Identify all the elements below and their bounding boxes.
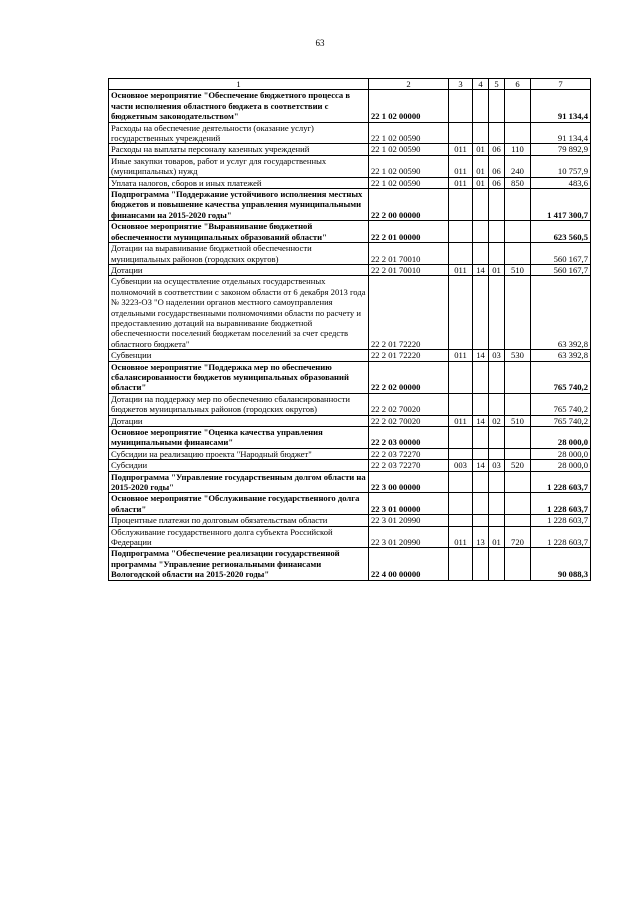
cell-c4: 01 [473, 177, 489, 188]
cell-c6 [505, 243, 531, 265]
cell-sum: 63 392,8 [531, 350, 591, 361]
cell-c3 [449, 448, 473, 459]
cell-name: Подпрограмма "Поддержание устойчивого исполнения местных бюджетов и повышение качества управления муниципальными финансами на 2015-2020 годы" [109, 189, 369, 221]
table-row [109, 393, 591, 415]
cell-name: Дотации [109, 415, 369, 426]
cell-sum: 765 740,2 [531, 361, 591, 393]
cell-c6 [505, 189, 531, 221]
cell-c4 [473, 189, 489, 221]
cell-c3 [449, 122, 473, 144]
cell-c4 [473, 427, 489, 449]
column-header: 5 [489, 79, 505, 90]
cell-c4: 01 [473, 144, 489, 155]
cell-name: Субсидии на реализацию проекта "Народный бюджет" [109, 448, 369, 459]
cell-code: 22 2 02 70020 [369, 393, 449, 415]
cell-c6: 850 [505, 177, 531, 188]
cell-code: 22 3 01 20990 [369, 526, 449, 548]
table-row [109, 155, 591, 177]
cell-c5 [489, 221, 505, 243]
cell-sum: 91 134,4 [531, 122, 591, 144]
table-header-row [109, 79, 591, 90]
cell-c5 [489, 471, 505, 493]
cell-code: 22 2 01 72220 [369, 276, 449, 350]
cell-c5 [489, 276, 505, 350]
cell-c3 [449, 427, 473, 449]
cell-code: 22 3 01 20990 [369, 515, 449, 526]
cell-sum: 28 000,0 [531, 427, 591, 449]
cell-c4 [473, 221, 489, 243]
cell-sum: 79 892,9 [531, 144, 591, 155]
cell-code: 22 2 03 00000 [369, 427, 449, 449]
table-row [109, 471, 591, 493]
cell-name: Дотации на выравнивание бюджетной обеспеченности муниципальных районов (городских округов) [109, 243, 369, 265]
cell-c4: 14 [473, 460, 489, 471]
cell-c6 [505, 427, 531, 449]
table-row [109, 122, 591, 144]
cell-name: Основное мероприятие "Выравнивание бюджетной обеспеченности муниципальных образований области" [109, 221, 369, 243]
cell-name: Основное мероприятие "Поддержка мер по обеспечению сбалансированности бюджетов муниципальных образований области" [109, 361, 369, 393]
table-body [109, 79, 591, 581]
column-header: 6 [505, 79, 531, 90]
cell-name: Расходы на обеспечение деятельности (оказание услуг) государственных учреждений [109, 122, 369, 144]
cell-c4: 13 [473, 526, 489, 548]
cell-c5 [489, 189, 505, 221]
cell-c5 [489, 393, 505, 415]
cell-code: 22 1 02 00590 [369, 122, 449, 144]
cell-sum: 765 740,2 [531, 415, 591, 426]
cell-sum: 1 417 300,7 [531, 189, 591, 221]
column-header: 3 [449, 79, 473, 90]
table-row [109, 144, 591, 155]
cell-name: Субвенции на осуществление отдельных государственных полномочий в соответствии с законом области от 6 декабря 2013 года № 3223-ОЗ "О наделении органов местного самоуправления отдельными государственными полномочиями области по расчету и предоставлению дотаций на выравнивание бюджетной обеспеченности поселений бюджетам поселений за счет средств областного бюджета" [109, 276, 369, 350]
cell-c3 [449, 361, 473, 393]
table-row [109, 177, 591, 188]
cell-c6: 240 [505, 155, 531, 177]
page-number: 63 [315, 38, 325, 48]
table-row [109, 415, 591, 426]
cell-code: 22 1 02 00000 [369, 90, 449, 122]
cell-code: 22 3 00 00000 [369, 471, 449, 493]
table-row [109, 493, 591, 515]
table-row [109, 276, 591, 350]
cell-c5: 03 [489, 460, 505, 471]
table-row [109, 427, 591, 449]
cell-code: 22 2 03 72270 [369, 460, 449, 471]
cell-c6 [505, 122, 531, 144]
table-row [109, 189, 591, 221]
table-row [109, 90, 591, 122]
cell-code: 22 4 00 00000 [369, 548, 449, 580]
cell-code: 22 1 02 00590 [369, 144, 449, 155]
cell-c5 [489, 243, 505, 265]
cell-c4 [473, 493, 489, 515]
cell-c3 [449, 515, 473, 526]
cell-code: 22 2 01 00000 [369, 221, 449, 243]
cell-code: 22 2 03 72270 [369, 448, 449, 459]
cell-name: Подпрограмма "Обеспечение реализации государственной программы "Управление региональными финансами Вологодской области на 2015-2020 годы" [109, 548, 369, 580]
cell-sum: 28 000,0 [531, 460, 591, 471]
cell-code: 22 1 02 00590 [369, 155, 449, 177]
cell-c4 [473, 276, 489, 350]
cell-sum: 90 088,3 [531, 548, 591, 580]
cell-code: 22 2 02 70020 [369, 415, 449, 426]
table-row [109, 264, 591, 275]
cell-c3 [449, 90, 473, 122]
cell-code: 22 2 00 00000 [369, 189, 449, 221]
cell-sum: 10 757,9 [531, 155, 591, 177]
cell-c6 [505, 471, 531, 493]
cell-code: 22 2 01 72220 [369, 350, 449, 361]
table-row [109, 243, 591, 265]
cell-c4: 14 [473, 350, 489, 361]
cell-sum: 765 740,2 [531, 393, 591, 415]
cell-sum: 1 228 603,7 [531, 515, 591, 526]
cell-c6 [505, 515, 531, 526]
cell-code: 22 2 02 00000 [369, 361, 449, 393]
cell-c6 [505, 361, 531, 393]
cell-name: Уплата налогов, сборов и иных платежей [109, 177, 369, 188]
cell-name: Дотации [109, 264, 369, 275]
cell-name: Субвенции [109, 350, 369, 361]
cell-c6: 510 [505, 264, 531, 275]
cell-c5: 01 [489, 526, 505, 548]
cell-c4 [473, 243, 489, 265]
cell-c4 [473, 361, 489, 393]
cell-c3: 011 [449, 526, 473, 548]
cell-sum: 1 228 603,7 [531, 493, 591, 515]
cell-c3 [449, 276, 473, 350]
cell-c3 [449, 221, 473, 243]
cell-c5 [489, 361, 505, 393]
cell-c5 [489, 493, 505, 515]
cell-sum: 483,6 [531, 177, 591, 188]
cell-code: 22 1 02 00590 [369, 177, 449, 188]
cell-c5 [489, 448, 505, 459]
cell-c4: 14 [473, 264, 489, 275]
cell-c3: 003 [449, 460, 473, 471]
cell-name: Основное мероприятие "Обслуживание государственного долга области" [109, 493, 369, 515]
cell-c6: 530 [505, 350, 531, 361]
table-row [109, 221, 591, 243]
cell-name: Основное мероприятие "Оценка качества управления муниципальными финансами" [109, 427, 369, 449]
cell-c3 [449, 189, 473, 221]
cell-c4 [473, 393, 489, 415]
cell-c5: 06 [489, 155, 505, 177]
cell-c6 [505, 548, 531, 580]
cell-c4 [473, 548, 489, 580]
cell-c4 [473, 90, 489, 122]
cell-code: 22 2 01 70010 [369, 264, 449, 275]
cell-sum: 560 167,7 [531, 243, 591, 265]
cell-c6: 720 [505, 526, 531, 548]
cell-c5 [489, 90, 505, 122]
cell-c6 [505, 90, 531, 122]
cell-code: 22 2 01 70010 [369, 243, 449, 265]
cell-c3 [449, 243, 473, 265]
cell-c4: 14 [473, 415, 489, 426]
cell-c4 [473, 515, 489, 526]
cell-name: Процентные платежи по долговым обязательствам области [109, 515, 369, 526]
cell-name: Субсидии [109, 460, 369, 471]
column-header: 4 [473, 79, 489, 90]
table-row [109, 548, 591, 580]
cell-c3: 011 [449, 155, 473, 177]
cell-c6 [505, 493, 531, 515]
cell-c4 [473, 471, 489, 493]
cell-c5: 01 [489, 264, 505, 275]
cell-name: Основное мероприятие "Обеспечение бюджетного процесса в части исполнения областного бюджета в соответствии с бюджетным законодательством" [109, 90, 369, 122]
cell-c3: 011 [449, 350, 473, 361]
cell-name: Дотации на поддержку мер по обеспечению сбалансированности бюджетов муниципальных районов (городских округов) [109, 393, 369, 415]
cell-c4 [473, 122, 489, 144]
cell-c3 [449, 548, 473, 580]
cell-c6: 110 [505, 144, 531, 155]
cell-c3 [449, 493, 473, 515]
cell-sum: 1 228 603,7 [531, 526, 591, 548]
budget-table [108, 78, 591, 581]
cell-c3: 011 [449, 144, 473, 155]
cell-sum: 560 167,7 [531, 264, 591, 275]
cell-c5: 03 [489, 350, 505, 361]
cell-sum: 63 392,8 [531, 276, 591, 350]
cell-c6 [505, 448, 531, 459]
table-row [109, 526, 591, 548]
table-row [109, 361, 591, 393]
cell-name: Подпрограмма "Управление государственным долгом области на 2015-2020 годы" [109, 471, 369, 493]
cell-c5 [489, 515, 505, 526]
cell-c5: 06 [489, 177, 505, 188]
table-row [109, 515, 591, 526]
cell-c6 [505, 221, 531, 243]
table-row [109, 460, 591, 471]
cell-c5 [489, 548, 505, 580]
cell-name: Обслуживание государственного долга субъекта Российской Федерации [109, 526, 369, 548]
cell-name: Иные закупки товаров, работ и услуг для государственных (муниципальных) нужд [109, 155, 369, 177]
cell-c6: 520 [505, 460, 531, 471]
cell-c3: 011 [449, 415, 473, 426]
cell-c3: 011 [449, 177, 473, 188]
column-header: 1 [109, 79, 369, 90]
column-header: 7 [531, 79, 591, 90]
cell-sum: 623 560,5 [531, 221, 591, 243]
cell-code: 22 3 01 00000 [369, 493, 449, 515]
cell-c5: 06 [489, 144, 505, 155]
cell-sum: 91 134,4 [531, 90, 591, 122]
cell-c4: 01 [473, 155, 489, 177]
table-row [109, 448, 591, 459]
cell-c6 [505, 276, 531, 350]
cell-c5 [489, 427, 505, 449]
table-row [109, 350, 591, 361]
cell-sum: 1 228 603,7 [531, 471, 591, 493]
cell-c3 [449, 471, 473, 493]
cell-c6 [505, 393, 531, 415]
cell-c6: 510 [505, 415, 531, 426]
cell-c5 [489, 122, 505, 144]
cell-sum: 28 000,0 [531, 448, 591, 459]
cell-c3: 011 [449, 264, 473, 275]
column-header: 2 [369, 79, 449, 90]
cell-c4 [473, 448, 489, 459]
cell-name: Расходы на выплаты персоналу казенных учреждений [109, 144, 369, 155]
cell-c3 [449, 393, 473, 415]
cell-c5: 02 [489, 415, 505, 426]
